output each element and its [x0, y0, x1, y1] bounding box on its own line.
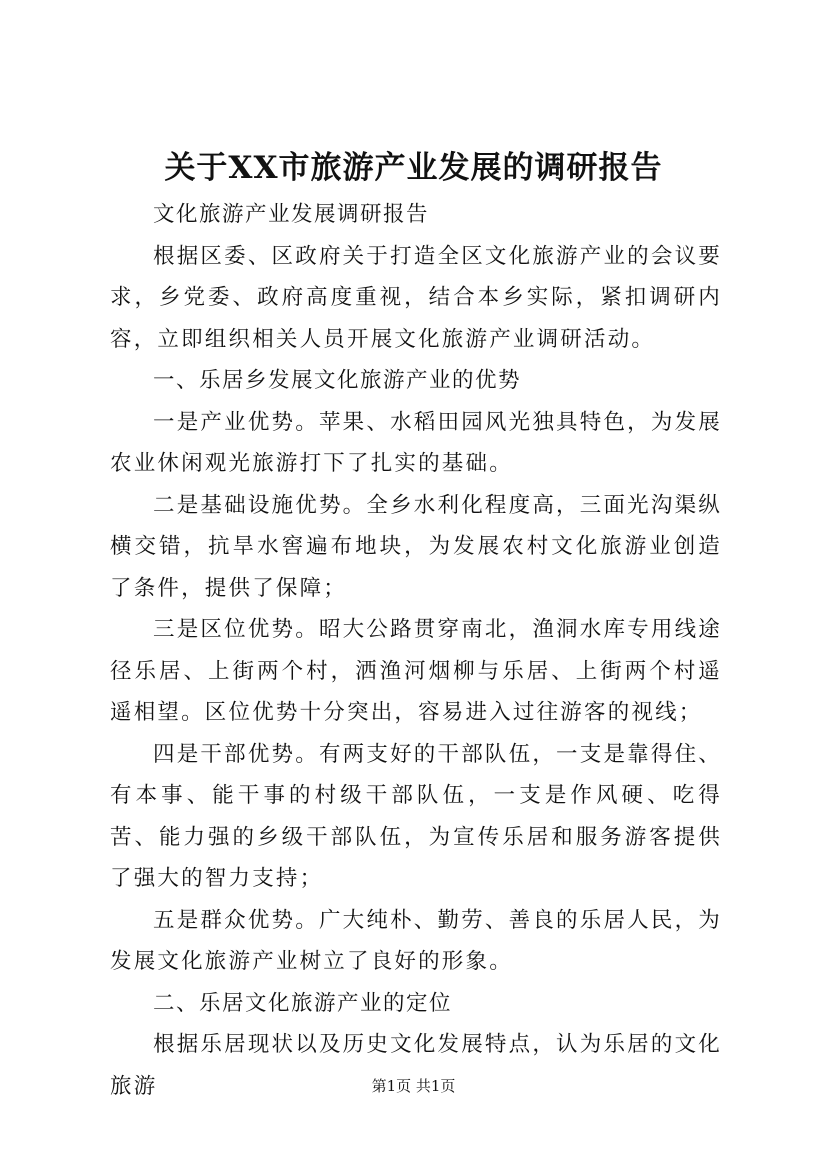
- paragraph-location-advantage: 三是区位优势。昭大公路贯穿南北，渔洞水库专用线途径乐居、上街两个村，洒渔河烟柳与乐居、上街两个村遥遥相望。区位优势十分突出，容易进入过往游客的视线；: [110, 617, 722, 725]
- subtitle-heading: 文化旅游产业发展调研报告: [153, 202, 430, 227]
- paragraph-infrastructure-advantage: 二是基础设施优势。全乡水利化程度高，三面光沟渠纵横交错，抗旱水窖遍布地块，为发展农村文化旅游业创造了条件，提供了保障；: [110, 492, 722, 601]
- paragraph-cadre-advantage: 四是干部优势。有两支好的干部队伍，一支是靠得住、有本事、能干事的村级干部队伍，一支是作风硬、吃得苦、能力强的乡级干部队伍，为宣传乐居和服务游客提供了强大的智力支持；: [110, 741, 722, 891]
- page-number-footer: 第1页 共1页: [371, 1077, 456, 1095]
- document-title: 关于XX市旅游产业发展的调研报告: [164, 150, 663, 186]
- document-body: [110, 194, 722, 1107]
- paragraph-intro: 根据区委、区政府关于打造全区文化旅游产业的会议要求，乡党委、政府高度重视，结合本乡实际，紧扣调研内容，立即组织相关人员开展文化旅游产业调研活动。: [110, 243, 722, 352]
- section-heading-advantages: 一、乐居乡发展文化旅游产业的优势: [153, 368, 522, 393]
- paragraph-industry-advantage: 一是产业优势。苹果、水稻田园风光独具特色，为发展农业休闲观光旅游打下了扎实的基础。: [110, 409, 722, 476]
- section-heading-positioning: 二、乐居文化旅游产业的定位: [153, 990, 453, 1016]
- paragraph-positioning: 根据乐居现状以及历史文化发展特点，认为乐居的文化旅游: [110, 1032, 722, 1099]
- paragraph-public-advantage: 五是群众优势。广大纯朴、勤劳、善良的乐居人民，为发展文化旅游产业树立了良好的形象。: [110, 907, 722, 974]
